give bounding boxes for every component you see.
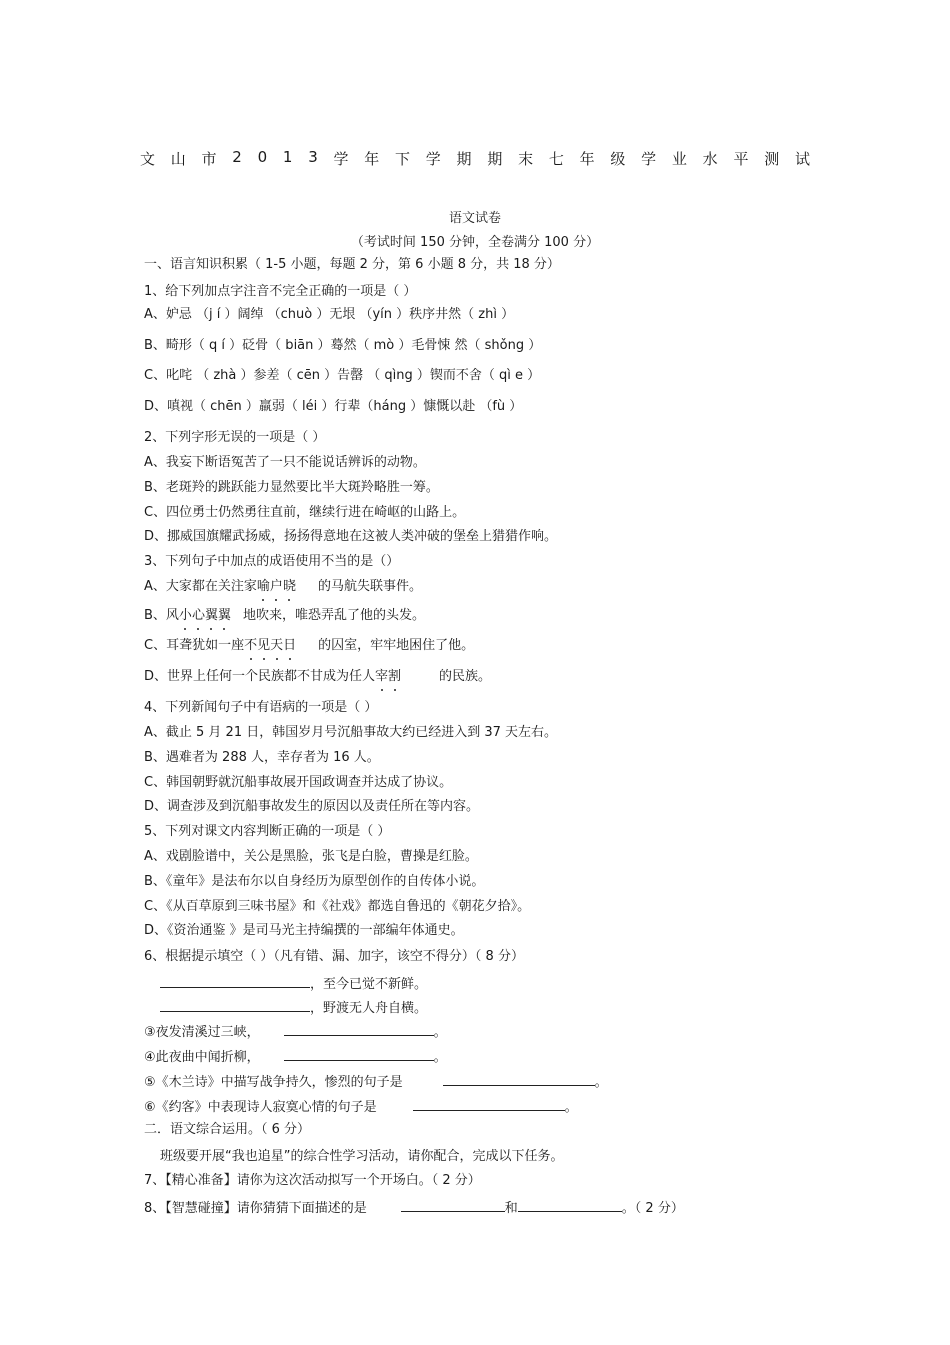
q3-b-pre: B、风 <box>144 608 179 623</box>
dotted-char: 晓 <box>282 579 296 594</box>
fill-blank[interactable] <box>160 997 310 1012</box>
q6-line-4-end: 。 <box>433 1050 447 1065</box>
q6-line-1 <box>160 973 427 994</box>
fill-blank[interactable] <box>413 1096 565 1111</box>
dotted-char: 心 <box>191 608 205 623</box>
dotted-char: 不 <box>244 638 258 653</box>
q3-stem: 3、下列句子中加点的成语使用不当的是（） <box>144 554 400 569</box>
title-char: 期 <box>487 150 503 168</box>
q3-a-dotted <box>257 579 296 594</box>
title-char: 学 <box>425 150 441 168</box>
fill-blank[interactable] <box>284 1021 434 1036</box>
q3-b-dotted <box>179 608 231 623</box>
q2-stem: 2、下列字形无误的一项是（ ） <box>144 430 326 445</box>
q3-d-pre: D、世界上任何一个民族都不甘成为任人 <box>144 669 376 684</box>
q5-option-b: B、《童年》是法布尔以自身经历为原型创作的自传体小说。 <box>144 874 485 889</box>
fill-blank[interactable] <box>401 1197 505 1212</box>
q3-c-dotted <box>244 638 296 653</box>
q3-c-post: 的囚室，牢牢地困住了他。 <box>318 638 475 653</box>
q3-b-post: 地吹来，唯恐弄乱了他的头发。 <box>242 608 425 623</box>
q6-line-5-text: ⑤《木兰诗》中描写战争持久，惨烈的句子是 <box>144 1075 403 1090</box>
title-char: 试 <box>794 150 810 168</box>
q8-post: 。（ 2 分） <box>621 1201 684 1216</box>
title-char: 0 <box>257 148 268 166</box>
exam-title <box>140 148 810 169</box>
fill-blank[interactable] <box>518 1197 622 1212</box>
title-char: 2 <box>232 148 242 166</box>
q8-stem <box>144 1197 684 1218</box>
section-1-heading: 一、语言知识积累（ 1-5 小题，每题 2 分，第 6 小题 8 分，共 18 分） <box>144 257 560 272</box>
q8-pre: 8、【智慧碰撞】请你猜猜下面描述的是 <box>144 1201 367 1216</box>
title-char: 学 <box>333 150 349 168</box>
q3-d-post: 的民族。 <box>439 669 492 684</box>
dotted-char: 天 <box>270 638 284 653</box>
q1-stem: 1、给下列加点字注音不完全正确的一项是（ ） <box>144 284 417 299</box>
q4-option-b: B、遇难者为 288 人，幸存者为 16 人。 <box>144 750 380 765</box>
q2-option-c: C、四位勇士仍然勇往直前，继续行进在崎岖的山路上。 <box>144 505 466 520</box>
title-char: 级 <box>610 150 626 168</box>
q1-option-d: D、嗔视（ chēn ）羸弱（ léi ）行辈（háng ）慷慨以赴 （fù ） <box>144 399 523 414</box>
dotted-char: 喻 <box>256 579 270 594</box>
fill-blank[interactable] <box>284 1046 434 1061</box>
q4-option-c: C、韩国朝野就沉船事故展开国政调查并达成了协议。 <box>144 775 453 790</box>
q6-stem: 6、根据提示填空（ ）（凡有错、漏、加字，该空不得分）（ 8 分） <box>144 949 524 964</box>
dotted-char: 日 <box>283 638 297 653</box>
q6-line-3 <box>144 1021 447 1042</box>
q6-line-6-end: 。 <box>564 1100 578 1115</box>
q6-line-6 <box>144 1096 578 1117</box>
section-2-heading: 二．语文综合运用。（ 6 分） <box>144 1122 311 1137</box>
exam-info: （考试时间 150 分钟，全卷满分 100 分） <box>350 235 600 250</box>
q1-option-a: A、妒忌 （j í ）阔绰 （chuò ）无垠 （yín ）秩序井然（ zhì ） <box>144 307 515 322</box>
title-char: 末 <box>518 150 534 168</box>
dotted-char: 户 <box>269 579 283 594</box>
q6-line-3-end: 。 <box>433 1025 447 1040</box>
title-char: 年 <box>364 150 380 168</box>
dotted-char: 割 <box>388 669 402 684</box>
q4-option-a: A、截止 5 月 21 日，韩国岁月号沉船事故大约已经进入到 37 天左右。 <box>144 725 558 740</box>
q3-option-d <box>144 668 491 686</box>
q5-option-c: C、《从百草原到三味书屋》和《社戏》都选自鲁迅的《朝花夕拾》。 <box>144 899 531 914</box>
q3-d-dotted <box>375 669 401 684</box>
q2-option-d: D、挪威国旗耀武扬威，扬扬得意地在这被人类冲破的堡垒上猎猎作响。 <box>144 529 558 544</box>
q3-a-post: 的马航失联事件。 <box>317 579 422 594</box>
q6-line-6-text: ⑥《约客》中表现诗人寂寞心情的句子是 <box>144 1100 377 1115</box>
title-char: 1 <box>282 148 293 166</box>
q6-line-3-text: ③夜发清溪过三峡， <box>144 1025 260 1040</box>
dotted-char: 小 <box>178 608 192 623</box>
q6-line-2 <box>160 997 427 1018</box>
q4-option-d: D、调查涉及到沉船事故发生的原因以及责任所在等内容。 <box>144 799 480 814</box>
section-2-intro: 班级要开展“我也追星”的综合性学习活动，请你配合，完成以下任务。 <box>160 1149 564 1164</box>
subtitle: 语文试卷 <box>448 211 501 226</box>
fill-blank[interactable] <box>443 1071 595 1086</box>
q5-option-a: A、戏剧脸谱中，关公是黑脸，张飞是白脸，曹操是红脸。 <box>144 849 478 864</box>
q3-option-c <box>144 637 474 655</box>
title-char: 山 <box>170 150 186 168</box>
q5-option-d: D、《资治通鉴 》是司马光主持编撰的一部编年体通史。 <box>144 923 464 938</box>
q6-line-5-end: 。 <box>594 1075 608 1090</box>
q3-option-b <box>144 607 425 625</box>
fill-blank[interactable] <box>160 973 310 988</box>
dotted-char: 翼 <box>204 608 218 623</box>
q3-option-a <box>144 578 422 596</box>
dotted-char: 翼 <box>217 608 231 623</box>
title-char: 平 <box>733 150 749 168</box>
q6-line-1-text: ，至今已觉不新鲜。 <box>310 977 428 992</box>
q6-line-4-text: ④此夜曲中闻折柳， <box>144 1050 260 1065</box>
dotted-char: 见 <box>257 638 271 653</box>
q2-option-b: B、老斑羚的跳跃能力显然要比半大斑羚略胜一筹。 <box>144 480 439 495</box>
title-char: 3 <box>308 148 318 166</box>
title-char: 学 <box>641 150 657 168</box>
q6-line-2-text: ，野渡无人舟自横。 <box>310 1001 428 1016</box>
q4-stem: 4、下列新闻句子中有语病的一项是（ ） <box>144 700 378 715</box>
title-char: 业 <box>671 150 687 168</box>
title-char: 七 <box>548 150 564 168</box>
q7-stem: 7、【精心准备】请你为这次活动拟写一个开场白。（ 2 分） <box>144 1173 481 1188</box>
title-char: 水 <box>702 150 718 168</box>
q5-stem: 5、下列对课文内容判断正确的一项是（ ） <box>144 824 391 839</box>
q2-option-a: A、我妄下断语冤苦了一只不能说话辨诉的动物。 <box>144 455 426 470</box>
q3-c-pre: C、耳聋犹如一座 <box>144 638 245 653</box>
q6-line-5 <box>144 1071 608 1092</box>
dotted-char: 宰 <box>375 669 389 684</box>
q8-and: 和 <box>504 1201 518 1216</box>
q1-option-c: C、叱咤 （ zhà ）参差（ cēn ）告罄 （ qìng ）锲而不舍（ qì e ） <box>144 368 541 383</box>
q6-line-4 <box>144 1046 447 1067</box>
title-char: 测 <box>764 150 780 168</box>
q1-option-b: B、畸形（ q í ）砭骨（ biān ）蓦然（ mò ）毛骨悚 然（ shǒng ） <box>144 338 542 353</box>
title-char: 期 <box>456 150 472 168</box>
title-char: 下 <box>395 150 411 168</box>
title-char: 文 <box>140 150 156 168</box>
q3-a-pre: A、大家都在关注家 <box>144 579 257 594</box>
title-char: 市 <box>201 150 217 168</box>
title-char: 年 <box>579 150 595 168</box>
